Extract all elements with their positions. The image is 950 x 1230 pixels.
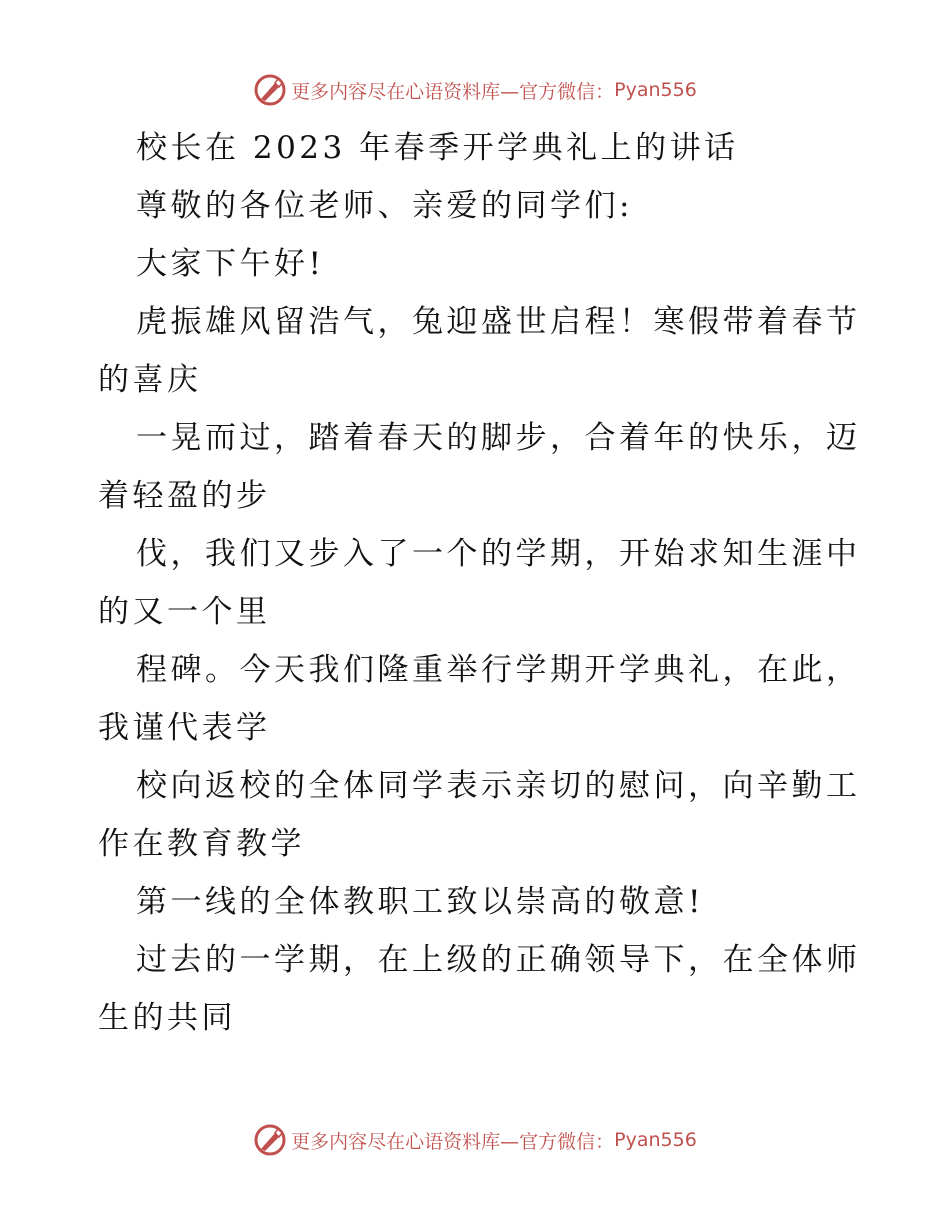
paragraph-line: 第一线的全体教职工致以崇高的敬意! — [136, 884, 704, 920]
paragraph-line: 程碑。今天我们隆重举行学期开学典礼，在此， — [136, 652, 861, 688]
watermark-footer — [0, 1120, 950, 1160]
paragraph-line: 一晃而过，踏着春天的脚步，合着年的快乐，迈 — [136, 420, 861, 456]
paragraph-line: 的又一个里 — [98, 594, 271, 630]
greeting: 大家下午好! — [136, 246, 325, 282]
paragraph-line: 生的共同 — [98, 1000, 236, 1036]
watermark-text: 更多内容尽在心语资料库—官方微信： — [291, 80, 615, 103]
salutation: 尊敬的各位老师、亲爱的同学们: — [136, 188, 633, 224]
watermark-text: 更多内容尽在心语资料库—官方微信： — [291, 1130, 615, 1153]
watermark-wechat-id: Pyan556 — [614, 1129, 697, 1151]
paragraph-line: 着轻盈的步 — [98, 478, 271, 514]
paragraph-line: 的喜庆 — [98, 362, 202, 398]
pen-logo-icon — [253, 1123, 287, 1157]
watermark-header — [0, 70, 950, 110]
pen-logo-icon — [253, 73, 287, 107]
paragraph-line: 过去的一学期，在上级的正确领导下，在全体师 — [136, 942, 861, 978]
watermark-wechat-id: Pyan556 — [614, 79, 697, 101]
paragraph-line: 我谨代表学 — [98, 710, 271, 746]
paragraph-line: 作在教育教学 — [98, 826, 305, 862]
paragraph-line: 虎振雄风留浩气，兔迎盛世启程！寒假带着春节 — [136, 304, 861, 340]
document-title: 校长在 2023 年春季开学典礼上的讲话 — [136, 130, 739, 166]
paragraph-line: 伐，我们又步入了一个的学期，开始求知生涯中 — [136, 536, 861, 572]
paragraph-line: 校向返校的全体同学表示亲切的慰问，向辛勤工 — [136, 768, 861, 804]
